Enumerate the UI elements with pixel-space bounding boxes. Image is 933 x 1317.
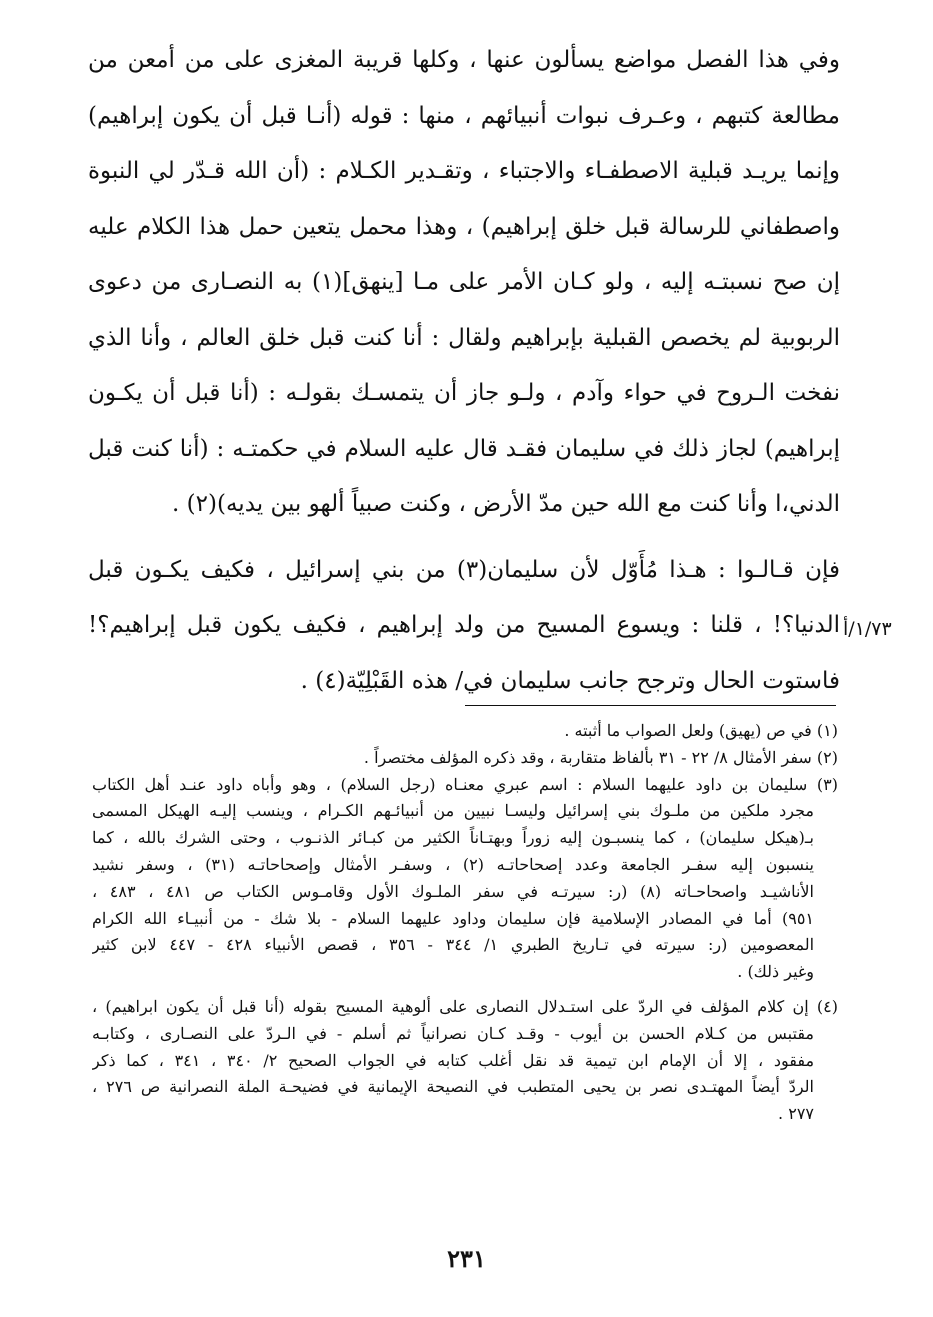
main-text-line: إبراهيم) لجاز ذلك في سليمان فقـد قال عليه السلام في حكمتـه : (أنا كنت قبل bbox=[88, 435, 840, 462]
main-text-line: وفي هذا الفصل مواضع يسألون عنها ، وكلها قريبة المغزى على من أمعن من bbox=[88, 47, 840, 73]
footnote-line: (٣) سليمان بن داود عليهما السلام : اسم عبري معنـاه (رجل السلام) ، وهو وأباه داود عنـد أهل الكتاب bbox=[92, 774, 838, 794]
footnote-line: ٢٧٧ . bbox=[778, 1104, 814, 1124]
footnote-line: بـ(هيكل سليمان) ، كما ينسبـون إليه زوراً وبهتـاناً الكثير من كبـائر الذنـوب ، وحتى الشرك بالله ، كما bbox=[92, 828, 814, 848]
footnote-line: ٩٥١) أما في المصادر الإسلامية فإن سليمان وداود عليهما السلام - بلا شك - من أنبيـاء الله الكرام bbox=[92, 908, 814, 928]
main-text-line: فإن قـالـوا : هـذا مُأَوّل لأن سليمان(٣) من بني إسرائيل ، فكيف يكـون قبل bbox=[88, 556, 840, 583]
footnote-line: ينسبون إليه سفـر الجامعة وعدد إصحاحاتـه (٢) ، وسفـر الأمثال وإصحاحاتـه (٣١) ، وسفر نشيد bbox=[92, 854, 814, 874]
main-text-line: واصطفاني للرسالة قبل خلق إبراهيم) ، وهذا محمل يتعين حمل هذا الكلام عليه bbox=[88, 213, 840, 240]
footnote-line: (٢) سفر الأمثال ٨/ ٢٢ - ٣١ بألفاظ متقاربة ، وقد ذكره المؤلف مختصراً . bbox=[363, 747, 838, 767]
main-text-line: وإنما يريـد قبلية الاصطفـاء والاجتباء ، وتقـدير الكـلام : (أن الله قـدّر لي النبوة bbox=[88, 158, 840, 184]
main-text-body bbox=[88, 40, 840, 716]
manuscript-folio-reference: ١/٧٣/أ bbox=[843, 618, 892, 640]
footnotes-section bbox=[92, 718, 838, 1128]
main-text-line: الدنيا؟! ، قلنا : ويسوع المسيح من ولد إبراهيم ، فكيف يكون قبل إبراهيم؟! bbox=[88, 612, 840, 638]
main-text-line: نفخت الـروح في حواء وآدم ، ولـو جاز أن يتمسـك بقولـه : (أنا قبل أن يكـون bbox=[88, 380, 840, 406]
page-number: ٢٣١ bbox=[447, 1244, 486, 1273]
main-text-line: الربوبية لم يخصص القبلية بإبراهيم ولقال : أنا كنت قبل خلق العالم ، وأنا الذي bbox=[88, 324, 840, 351]
footnote-line: مفقود ، إلا أن الإمام ابن تيمية قد نقل أغلب كتابه في الجواب الصحيح ٢/ ٣٤٠ ، ٣٤١ ، كما ذكر bbox=[92, 1050, 815, 1070]
footnote-separator bbox=[465, 705, 836, 706]
footnote-line: مقتبس من كـلام الحسن بن أيوب - وقـد كـان نصرانياً ثم أسلم - في الـردّ على النصـارى ، وكتابـه bbox=[92, 1023, 815, 1043]
footnote-line: الأناشيـد واصحاحـاته (٨) (ر: سيرتـه في سفر الملـوك الأول وقامـوس الكتاب ص ٤٨١ ، ٤٨٣ ، bbox=[92, 881, 815, 901]
footnote-line: مجرد ملكين من ملـوك بني إسرائيل وليسـا نبيين من أنبيائـهم الكـرام ، وينسب إليـه الهيكل المسمى bbox=[92, 801, 814, 821]
footnote-line: (٤) إن كلام المؤلف في الردّ على استـدلال النصارى على ألوهية المسيح بقوله (أنا قبل أن يكون ابراهيم) ، bbox=[92, 996, 838, 1016]
footnote-line: (١) في ص (يهيق) ولعل الصواب ما أثبته . bbox=[564, 721, 838, 740]
main-text-line: إن صح نسبتـه إليه ، ولو كـان الأمر على مـا [ينهق](١) به النصـارى من دعوى bbox=[88, 269, 840, 295]
footnote-line: وغير ذلك) . bbox=[737, 962, 814, 982]
main-text-line: مطالعة كتبهم ، وعـرف نبوات أنبيائهم ، منها : قوله (أنـا قبل أن يكون إبراهيم) bbox=[88, 102, 840, 129]
main-text-line: الدني،ا وأنا كنت مع الله حين مدّ الأرض ، وكنت صبياً ألهو بين يديه)(٢) . bbox=[172, 491, 840, 517]
main-text-line: فاستوت الحال وترجح جانب سليمان في/ هذه القَبْلِيّة(٤) . bbox=[300, 667, 840, 694]
footnote-line: الردّ أيضاً المهتـدى نصر بن يحيى المتطبب في النصيحة الإيمانية في فضيحـة الملة النصرانية ص ٢٧٦ ، bbox=[92, 1077, 815, 1097]
footnote-line: المعصومين (ر: سيرته في تـاريخ الطبري ١/ ٣٤٤ - ٣٥٦ ، قصص الأنبياء ٤٢٨ - ٤٤٧ لابن كثير bbox=[92, 935, 815, 955]
